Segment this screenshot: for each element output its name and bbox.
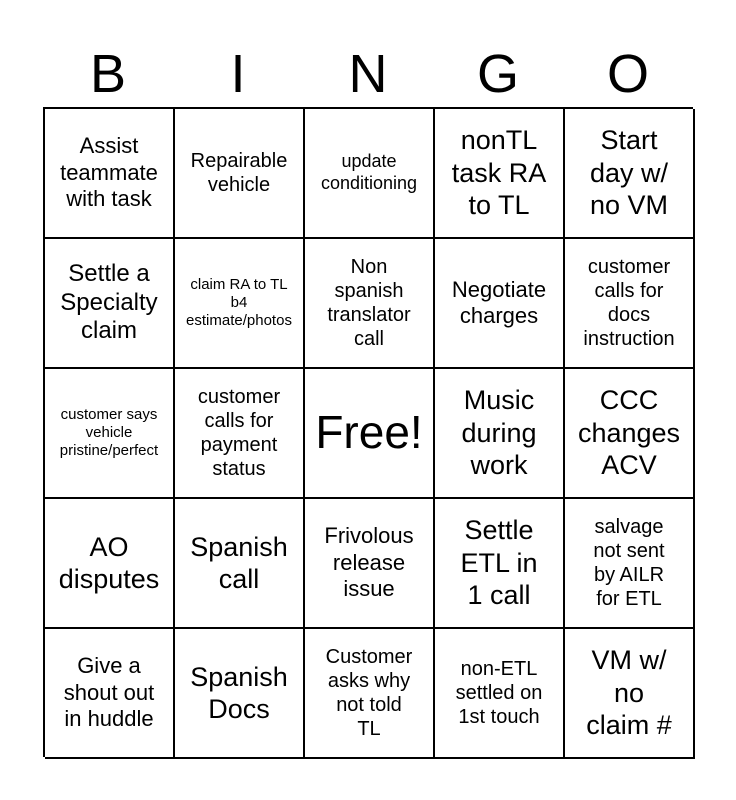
bingo-cell[interactable] — [305, 499, 435, 629]
cell-text: customer says vehicle pristine/perfect — [59, 406, 159, 459]
bingo-grid — [43, 107, 693, 757]
cell-text: customer calls for docs instruction — [583, 256, 675, 350]
cell-text: Start day w/ no VM — [589, 125, 669, 221]
free-space[interactable] — [305, 369, 435, 499]
header-letter-g: G — [476, 44, 519, 104]
bingo-cell[interactable] — [45, 239, 175, 369]
cell-text: Settle ETL in 1 call — [460, 515, 538, 611]
bingo-cell[interactable] — [565, 629, 695, 759]
bingo-cell[interactable] — [45, 369, 175, 499]
bingo-cell[interactable] — [565, 499, 695, 629]
cell-text: Music during work — [461, 385, 537, 481]
header-letter-b: B — [89, 44, 127, 104]
bingo-cell[interactable] — [175, 369, 305, 499]
bingo-cell[interactable] — [45, 499, 175, 629]
bingo-cell[interactable] — [435, 239, 565, 369]
bingo-cell[interactable] — [565, 109, 695, 239]
bingo-header — [43, 40, 693, 108]
cell-text: Assist teammate with task — [60, 133, 158, 212]
bingo-cell[interactable] — [435, 369, 565, 499]
cell-text: claim RA to TL b4 estimate/photos — [186, 276, 292, 329]
cell-text: Frivolous release issue — [324, 523, 414, 602]
cell-text: Negotiate charges — [451, 276, 547, 328]
cell-text: CCC changes ACV — [577, 385, 681, 481]
bingo-cell[interactable] — [305, 629, 435, 759]
cell-text: Repairable vehicle — [190, 150, 288, 196]
cell-text: update conditioning — [320, 151, 418, 193]
bingo-cell[interactable] — [305, 109, 435, 239]
cell-text: AO disputes — [58, 531, 160, 594]
cell-text: Customer asks why not told TL — [325, 646, 413, 740]
header-letter-n: N — [348, 44, 388, 104]
cell-text: VM w/ no claim # — [586, 645, 672, 741]
bingo-cell[interactable] — [45, 109, 175, 239]
free-space-text: Free! — [315, 406, 423, 459]
cell-text: non-ETL settled on 1st touch — [455, 658, 543, 728]
cell-text: nonTL task RA to TL — [451, 125, 547, 221]
cell-text: Spanish call — [190, 531, 288, 594]
cell-text: Give a shout out in huddle — [63, 653, 155, 732]
cell-text: Spanish Docs — [190, 661, 288, 724]
cell-text: salvage not sent by AILR for ETL — [593, 516, 665, 610]
bingo-cell[interactable] — [435, 109, 565, 239]
bingo-cell[interactable] — [175, 239, 305, 369]
header-letter-o: O — [606, 44, 649, 104]
bingo-cell[interactable] — [435, 629, 565, 759]
cell-text: Settle a Specialty claim — [60, 259, 158, 345]
bingo-cell[interactable] — [565, 239, 695, 369]
bingo-cell[interactable] — [175, 109, 305, 239]
bingo-cell[interactable] — [175, 629, 305, 759]
bingo-cell[interactable] — [45, 629, 175, 759]
bingo-cell[interactable] — [435, 499, 565, 629]
cell-text: Non spanish translator call — [327, 256, 411, 350]
bingo-cell[interactable] — [565, 369, 695, 499]
bingo-cell[interactable] — [305, 239, 435, 369]
header-letter-i: I — [230, 44, 246, 104]
bingo-cell[interactable] — [175, 499, 305, 629]
cell-text: customer calls for payment status — [197, 386, 281, 480]
